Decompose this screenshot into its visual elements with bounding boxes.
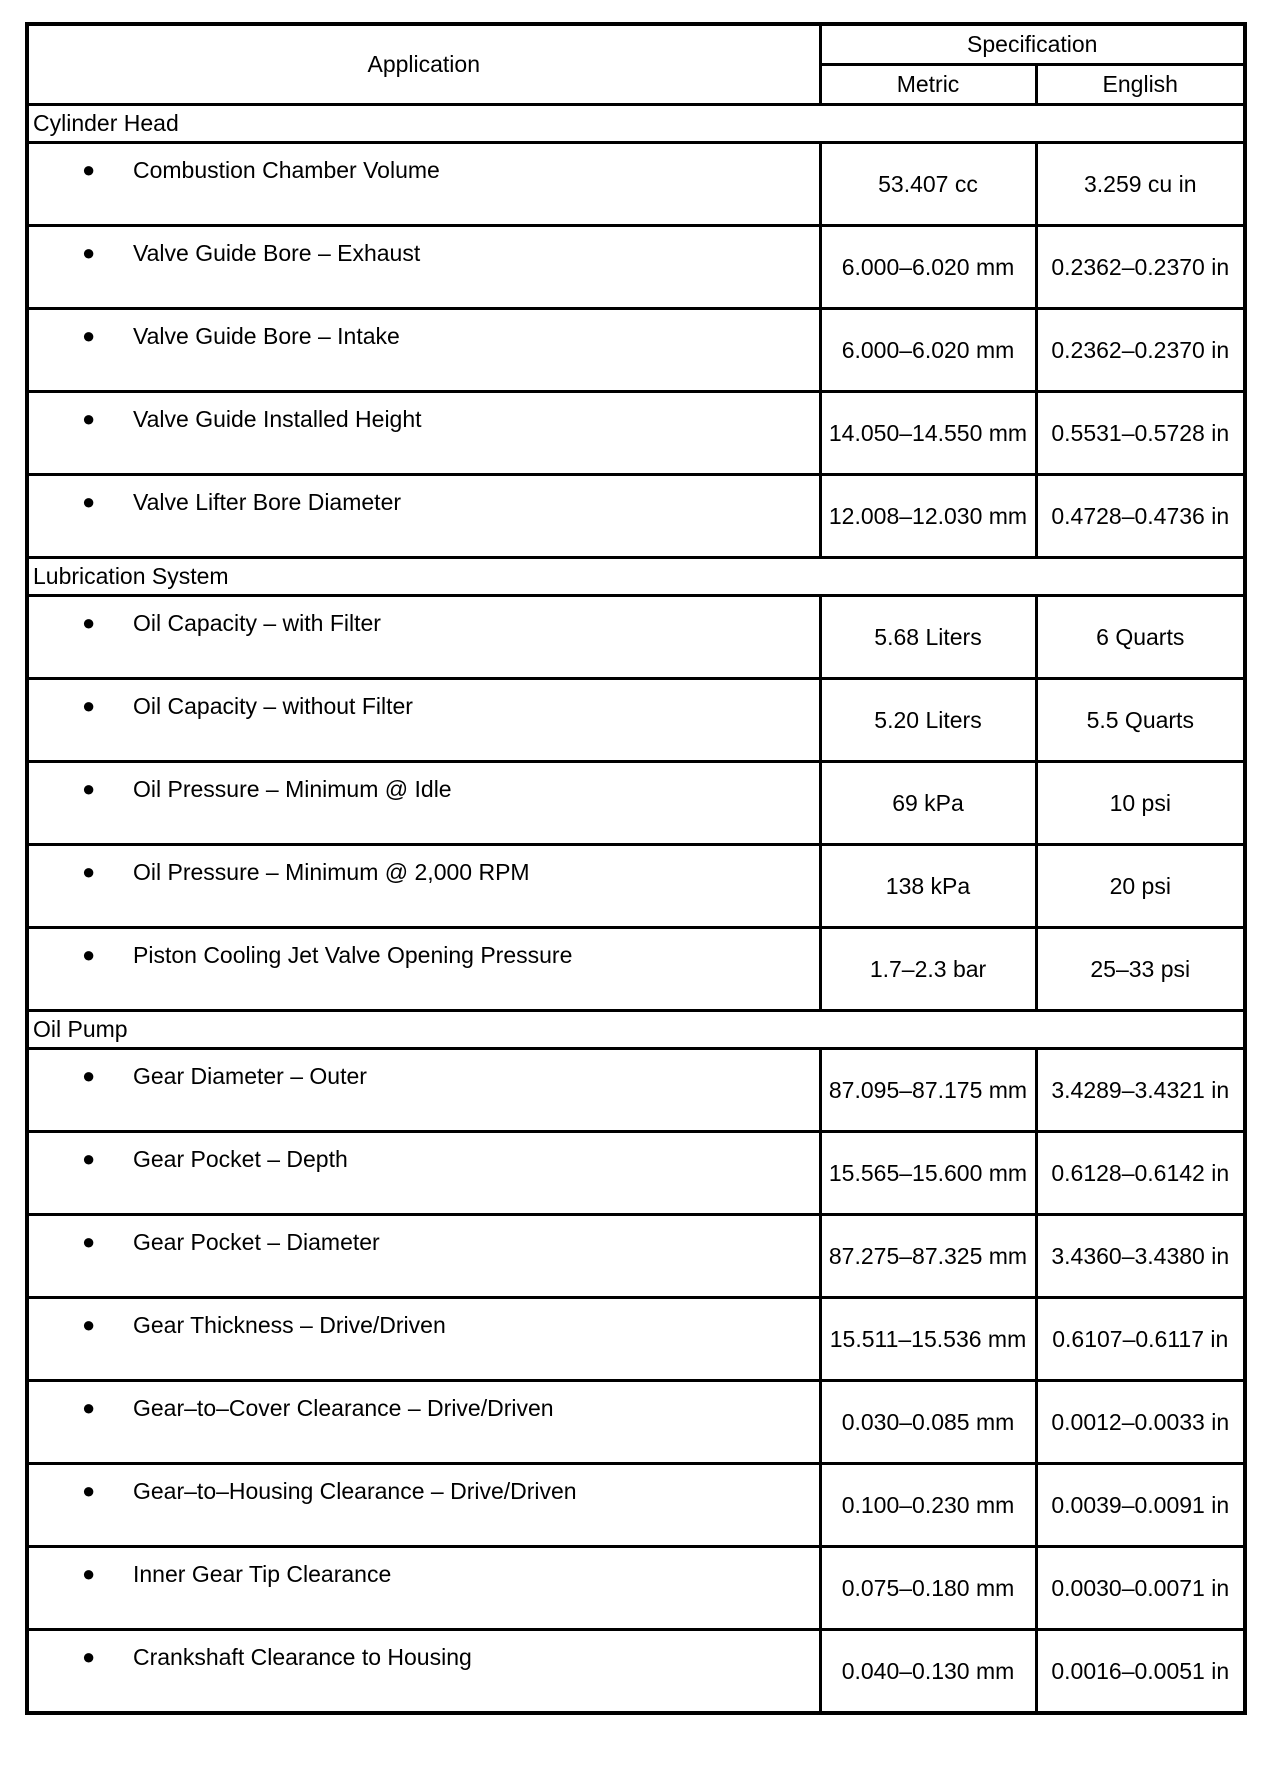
table-row — [27, 845, 1245, 928]
application-cell — [27, 679, 820, 762]
bullet-icon: ● — [82, 1395, 96, 1420]
metric-value: 14.050–14.550 mm — [820, 392, 1036, 475]
application-cell — [27, 928, 820, 1011]
bullet-icon: ● — [82, 1312, 96, 1337]
application-cell — [27, 1381, 820, 1464]
english-value: 0.6107–0.6117 in — [1036, 1298, 1245, 1381]
english-value: 0.4728–0.4736 in — [1036, 475, 1245, 558]
application-label: Gear–to–Housing Clearance – Drive/Driven — [133, 1478, 577, 1504]
bullet-icon: ● — [82, 942, 96, 967]
metric-value: 12.008–12.030 mm — [820, 475, 1036, 558]
section-title: Lubrication System — [27, 558, 1245, 596]
english-value: 0.2362–0.2370 in — [1036, 226, 1245, 309]
table-row — [27, 596, 1245, 679]
application-label: Valve Guide Bore – Intake — [133, 323, 400, 349]
application-label: Gear Diameter – Outer — [133, 1063, 367, 1089]
metric-value: 87.275–87.325 mm — [820, 1215, 1036, 1298]
application-cell — [27, 845, 820, 928]
bullet-icon: ● — [82, 859, 96, 884]
table-row — [27, 1049, 1245, 1132]
specification-header: Specification — [820, 24, 1245, 65]
table-row — [27, 679, 1245, 762]
section-row-cylinder-head — [27, 105, 1245, 143]
bullet-icon: ● — [82, 1478, 96, 1503]
metric-value: 69 kPa — [820, 762, 1036, 845]
application-label: Oil Capacity – without Filter — [133, 693, 413, 719]
application-label: Gear–to–Cover Clearance – Drive/Driven — [133, 1395, 554, 1421]
metric-value: 1.7–2.3 bar — [820, 928, 1036, 1011]
application-label: Oil Pressure – Minimum @ Idle — [133, 776, 452, 802]
table-row — [27, 143, 1245, 226]
metric-value: 5.68 Liters — [820, 596, 1036, 679]
metric-value: 15.511–15.536 mm — [820, 1298, 1036, 1381]
application-label: Oil Pressure – Minimum @ 2,000 RPM — [133, 859, 530, 885]
application-label: Piston Cooling Jet Valve Opening Pressure — [133, 942, 573, 968]
application-label: Crankshaft Clearance to Housing — [133, 1644, 472, 1670]
english-value: 0.0030–0.0071 in — [1036, 1547, 1245, 1630]
application-label: Inner Gear Tip Clearance — [133, 1561, 392, 1587]
bullet-icon: ● — [82, 693, 96, 718]
application-cell — [27, 143, 820, 226]
section-title: Oil Pump — [27, 1011, 1245, 1049]
header-row — [27, 24, 1245, 65]
metric-value: 5.20 Liters — [820, 679, 1036, 762]
application-label: Valve Lifter Bore Diameter — [133, 489, 402, 515]
english-value: 0.0039–0.0091 in — [1036, 1464, 1245, 1547]
application-cell — [27, 309, 820, 392]
english-value: 20 psi — [1036, 845, 1245, 928]
specification-table — [25, 22, 1247, 1715]
english-value: 3.4289–3.4321 in — [1036, 1049, 1245, 1132]
application-cell — [27, 1547, 820, 1630]
table-row — [27, 1298, 1245, 1381]
bullet-icon: ● — [82, 323, 96, 348]
application-label: Gear Pocket – Diameter — [133, 1229, 380, 1255]
table-row — [27, 928, 1245, 1011]
bullet-icon: ● — [82, 240, 96, 265]
application-cell — [27, 392, 820, 475]
metric-value: 6.000–6.020 mm — [820, 309, 1036, 392]
table-row — [27, 1381, 1245, 1464]
metric-header: Metric — [820, 65, 1036, 105]
table-row — [27, 392, 1245, 475]
english-value: 25–33 psi — [1036, 928, 1245, 1011]
bullet-icon: ● — [82, 157, 96, 182]
table-row — [27, 1630, 1245, 1714]
table-row — [27, 1547, 1245, 1630]
application-header: Application — [27, 24, 820, 105]
application-cell — [27, 1630, 820, 1714]
table-row — [27, 309, 1245, 392]
application-cell — [27, 1215, 820, 1298]
application-cell — [27, 762, 820, 845]
english-value: 0.0012–0.0033 in — [1036, 1381, 1245, 1464]
english-value: 0.6128–0.6142 in — [1036, 1132, 1245, 1215]
table-row — [27, 1215, 1245, 1298]
metric-value: 0.075–0.180 mm — [820, 1547, 1036, 1630]
application-cell — [27, 596, 820, 679]
section-row-lubrication-system — [27, 558, 1245, 596]
english-value: 0.5531–0.5728 in — [1036, 392, 1245, 475]
bullet-icon: ● — [82, 610, 96, 635]
application-cell — [27, 475, 820, 558]
application-cell — [27, 1132, 820, 1215]
metric-value: 15.565–15.600 mm — [820, 1132, 1036, 1215]
application-cell — [27, 1298, 820, 1381]
bullet-icon: ● — [82, 489, 96, 514]
application-label: Oil Capacity – with Filter — [133, 610, 381, 636]
english-value: 3.4360–3.4380 in — [1036, 1215, 1245, 1298]
application-cell — [27, 226, 820, 309]
english-header: English — [1036, 65, 1245, 105]
english-value: 10 psi — [1036, 762, 1245, 845]
bullet-icon: ● — [82, 1146, 96, 1171]
bullet-icon: ● — [82, 1229, 96, 1254]
application-label: Valve Guide Bore – Exhaust — [133, 240, 421, 266]
metric-value: 0.040–0.130 mm — [820, 1630, 1036, 1714]
metric-value: 53.407 cc — [820, 143, 1036, 226]
english-value: 6 Quarts — [1036, 596, 1245, 679]
application-cell — [27, 1049, 820, 1132]
table-row — [27, 1132, 1245, 1215]
english-value: 3.259 cu in — [1036, 143, 1245, 226]
english-value: 0.2362–0.2370 in — [1036, 309, 1245, 392]
english-value: 5.5 Quarts — [1036, 679, 1245, 762]
bullet-icon: ● — [82, 776, 96, 801]
bullet-icon: ● — [82, 1561, 96, 1586]
application-label: Gear Pocket – Depth — [133, 1146, 348, 1172]
table-row — [27, 226, 1245, 309]
metric-value: 138 kPa — [820, 845, 1036, 928]
metric-value: 87.095–87.175 mm — [820, 1049, 1036, 1132]
bullet-icon: ● — [82, 406, 96, 431]
section-row-oil-pump — [27, 1011, 1245, 1049]
table-row — [27, 762, 1245, 845]
application-label: Gear Thickness – Drive/Driven — [133, 1312, 446, 1338]
application-label: Valve Guide Installed Height — [133, 406, 422, 432]
application-cell — [27, 1464, 820, 1547]
table-row — [27, 475, 1245, 558]
table-row — [27, 1464, 1245, 1547]
metric-value: 0.100–0.230 mm — [820, 1464, 1036, 1547]
metric-value: 6.000–6.020 mm — [820, 226, 1036, 309]
metric-value: 0.030–0.085 mm — [820, 1381, 1036, 1464]
english-value: 0.0016–0.0051 in — [1036, 1630, 1245, 1714]
bullet-icon: ● — [82, 1644, 96, 1669]
application-label: Combustion Chamber Volume — [133, 157, 440, 183]
section-title: Cylinder Head — [27, 105, 1245, 143]
bullet-icon: ● — [82, 1063, 96, 1088]
